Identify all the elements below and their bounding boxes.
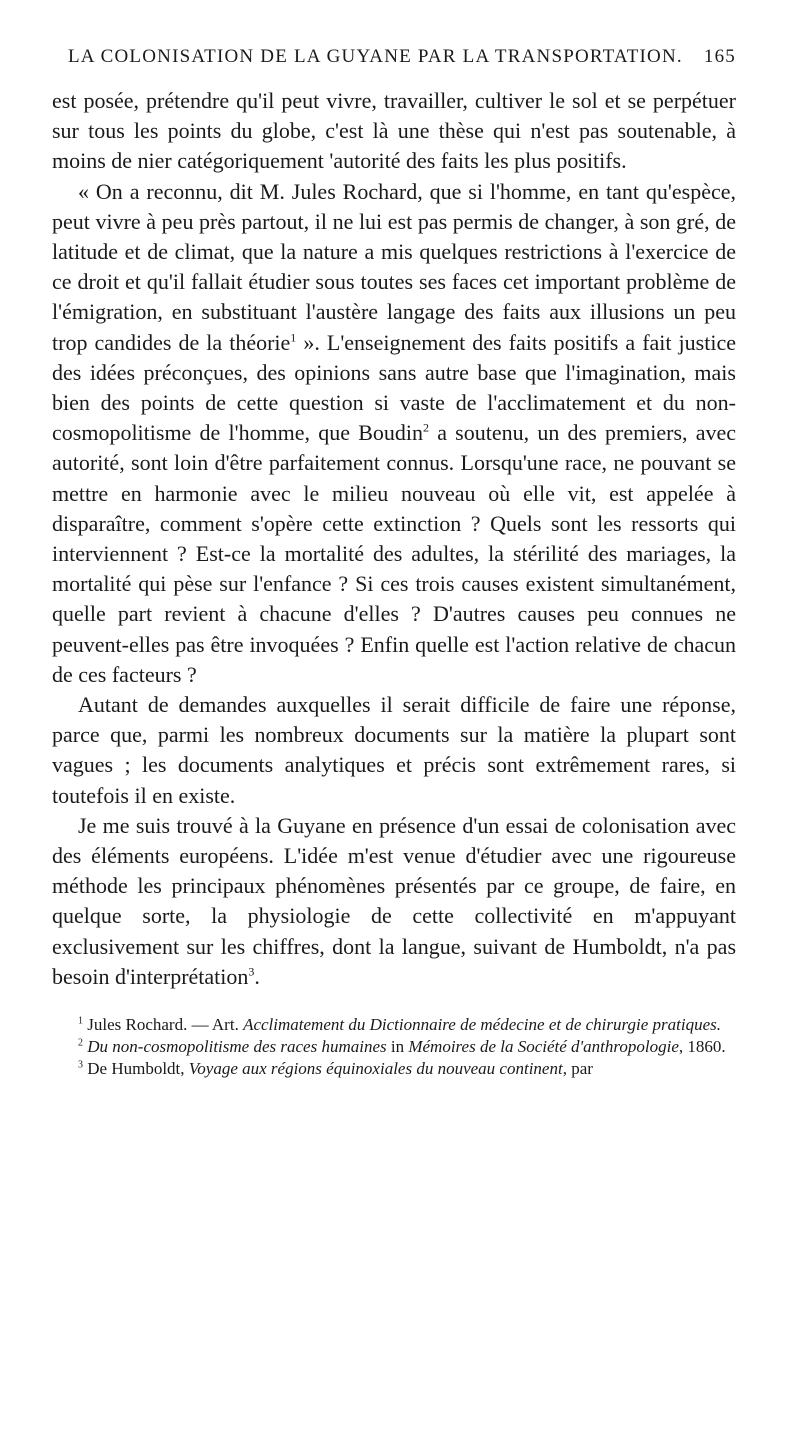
text-run: Je me suis trouvé à la Guyane en présence d'un essai de colonisation avec des éléments européens. L'idée m'est venue d'étudier avec une rigoureuse méthode les principaux phénomènes présentés par ce groupe, de faire, en quelque sorte, la physiologie de cette collectivité en m'appuyant exclusivement sur les chiffres, dont la langue, suivant de Humboldt, n'a pas besoin d'interprétation	[52, 812, 736, 989]
footnote	[52, 1058, 736, 1080]
text-run: De Humboldt,	[83, 1059, 189, 1079]
italic-text: Du non-cosmopolitisme des races humaines	[87, 1037, 387, 1057]
footnote-marker: 3	[78, 1059, 83, 1071]
text-run: , 1860.	[678, 1037, 726, 1057]
paragraph	[52, 177, 736, 690]
paragraph	[52, 811, 736, 992]
footnote	[52, 1036, 736, 1058]
text-run: ». L'enseignement des faits positifs a fait justice des idées préconçues, des opinions sans autre base que l'imagination, mais bien des points de cette question si vaste de l'acclimatement et du non-cosmopolitisme de l'homme, que Boudin	[52, 329, 736, 446]
text-run: a soutenu, un des premiers, avec autorité, sont loin d'être parfaitement connus. Lorsqu'une race, ne pouvant se mettre en harmonie avec le milieu nouveau où elle vit, est appelée à disparaître, comment s'opère cette extinction ? Quels sont les ressorts qui interviennent ? Est-ce la mortalité des adultes, la stérilité des mariages, la mortalité qui pèse sur l'enfance ? Si ces trois causes existent simultanément, quelle part revient à chacune d'elles ? D'autres causes peu connues ne peuvent-elles pas être invoquées ? Enfin quelle est l'action relative de chacun de ces facteurs ?	[52, 420, 736, 687]
footnote-marker: 1	[290, 330, 297, 345]
text-run: .	[254, 963, 260, 989]
footnote	[52, 1014, 736, 1036]
paragraph	[52, 86, 736, 177]
footnote-marker: 2	[78, 1037, 83, 1049]
footnote-marker: 1	[78, 1015, 83, 1027]
text-run: , par	[562, 1059, 593, 1079]
italic-text: Mémoires de la Société d'anthropologie	[408, 1037, 679, 1057]
page-number: 165	[703, 46, 736, 67]
running-head-title: LA COLONISATION DE LA GUYANE PAR LA TRANSPORTATION.	[68, 46, 683, 67]
italic-text: Acclimatement du Dictionnaire de médecine et de chirurgie pratiques.	[243, 1015, 721, 1035]
footnote-marker: 2	[423, 420, 430, 435]
text-run: est posée, prétendre qu'il peut vivre, travailler, cultiver le sol et se perpétuer sur tous les points du globe, c'est là une thèse qui n'est pas soutenable, à moins de nier catégoriquement 'autorité des faits les plus positifs.	[52, 88, 736, 174]
text-run: « On a reconnu, dit M. Jules Rochard, que si l'homme, en tant qu'espèce, peut vivre à peu près partout, il ne lui est pas permis de changer, à son gré, de latitude et de climat, que la nature a mis quelques restrictions à l'exercice de ce droit et qu'il fallait étudier sous toutes ses faces cet important problème de l'émigration, en substituant l'austère langage des faits aux illusions un peu trop candides de la théorie	[52, 178, 736, 355]
text-run: Autant de demandes auxquelles il serait difficile de faire une réponse, parce que, parmi les nombreux documents sur la matière la plupart sont vagues ; les documents analytiques et précis sont extrêmement rares, si toutefois il en existe.	[52, 692, 736, 808]
body-text	[52, 86, 736, 992]
italic-text: Voyage aux régions équinoxiales du nouveau continent	[188, 1059, 563, 1079]
footnotes	[52, 1014, 736, 1080]
text-run: Jules Rochard. — Art.	[83, 1015, 244, 1035]
paragraph	[52, 690, 736, 811]
footnote-marker: 3	[248, 964, 255, 979]
text-run: in	[386, 1037, 409, 1057]
running-head	[52, 46, 736, 68]
